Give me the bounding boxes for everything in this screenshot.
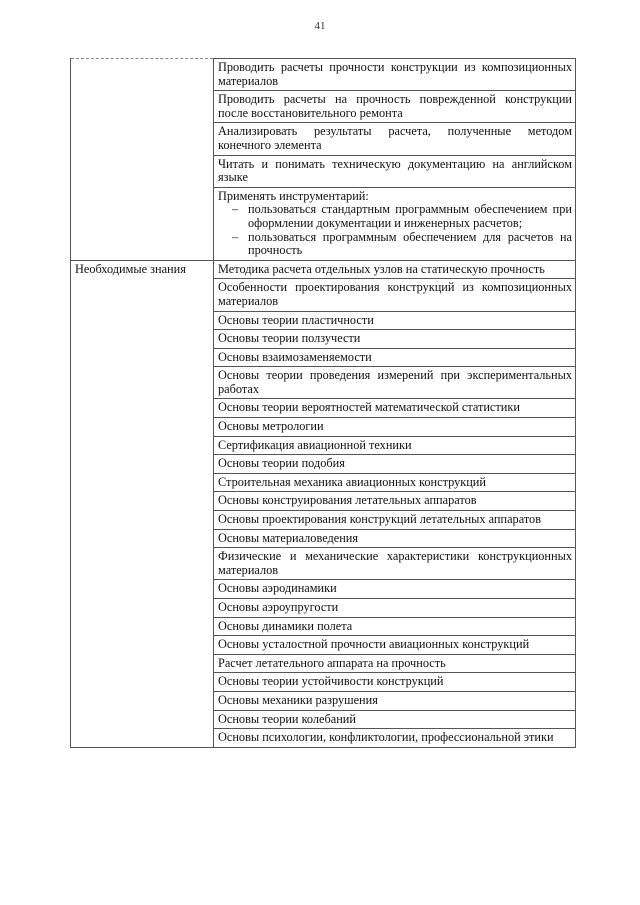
tools-list-text: пользоваться стандартным программным обеспечением при оформлении документации и инженерных расчетов; <box>248 202 572 230</box>
knowledge-item: Основы теории проведения измерений при экспериментальных работах <box>214 367 576 399</box>
knowledge-item: Основы материаловедения <box>214 529 576 548</box>
tools-lead: Применять инструментарий: <box>218 188 369 203</box>
table-row <box>71 59 576 91</box>
skill-item: Читать и понимать техническую документацию на английском языке <box>214 155 576 187</box>
skill-item: Анализировать результаты расчета, полученные методом конечного элемента <box>214 123 576 155</box>
tools-item <box>214 187 576 260</box>
knowledge-item: Основы теории устойчивости конструкций <box>214 673 576 692</box>
knowledge-item: Основы усталостной прочности авиационных конструкций <box>214 636 576 655</box>
knowledge-item: Основы аэроупругости <box>214 599 576 618</box>
knowledge-item: Строительная механика авиационных конструкций <box>214 473 576 492</box>
knowledge-item: Основы проектирования конструкций летательных аппаратов <box>214 511 576 530</box>
knowledge-section <box>71 260 576 747</box>
knowledge-item: Основы взаимозаменяемости <box>214 348 576 367</box>
knowledge-item: Физические и механические характеристики конструкционных материалов <box>214 548 576 580</box>
knowledge-item: Основы динамики полета <box>214 617 576 636</box>
skills-label-cell <box>71 59 214 261</box>
knowledge-item: Основы теории пластичности <box>214 311 576 330</box>
knowledge-label: Необходимые знания <box>71 260 214 747</box>
knowledge-item: Расчет летательного аппарата на прочность <box>214 654 576 673</box>
table-row <box>71 260 576 279</box>
tools-list-text: пользоваться программным обеспечением для расчетов на прочность <box>248 229 572 258</box>
knowledge-item: Сертификация авиационной техники <box>214 436 576 455</box>
page-number: 41 <box>314 20 326 32</box>
knowledge-item: Особенности проектирования конструкций из композиционных материалов <box>214 279 576 311</box>
dash-bullet-icon: – <box>232 202 239 217</box>
skill-item: Проводить расчеты прочности конструкции из композиционных материалов <box>214 59 576 91</box>
tools-list <box>218 203 572 257</box>
dash-bullet-icon: – <box>232 229 239 244</box>
competency-table <box>70 58 576 748</box>
knowledge-item: Основы механики разрушения <box>214 691 576 710</box>
knowledge-item: Основы теории вероятностей математической статистики <box>214 399 576 418</box>
tools-list-item <box>218 231 572 258</box>
skills-section <box>71 59 576 261</box>
knowledge-item: Основы теории колебаний <box>214 710 576 729</box>
skill-item: Проводить расчеты на прочность поврежденной конструкции после восстановительного ремонта <box>214 91 576 123</box>
knowledge-item: Основы теории ползучести <box>214 330 576 349</box>
knowledge-item: Основы теории подобия <box>214 455 576 474</box>
knowledge-item: Основы конструирования летательных аппаратов <box>214 492 576 511</box>
knowledge-item: Методика расчета отдельных узлов на статическую прочность <box>214 260 576 279</box>
knowledge-item: Основы аэродинамики <box>214 580 576 599</box>
knowledge-item: Основы метрологии <box>214 418 576 437</box>
tools-list-item <box>218 203 572 230</box>
knowledge-item: Основы психологии, конфликтологии, профессиональной этики <box>214 729 576 748</box>
